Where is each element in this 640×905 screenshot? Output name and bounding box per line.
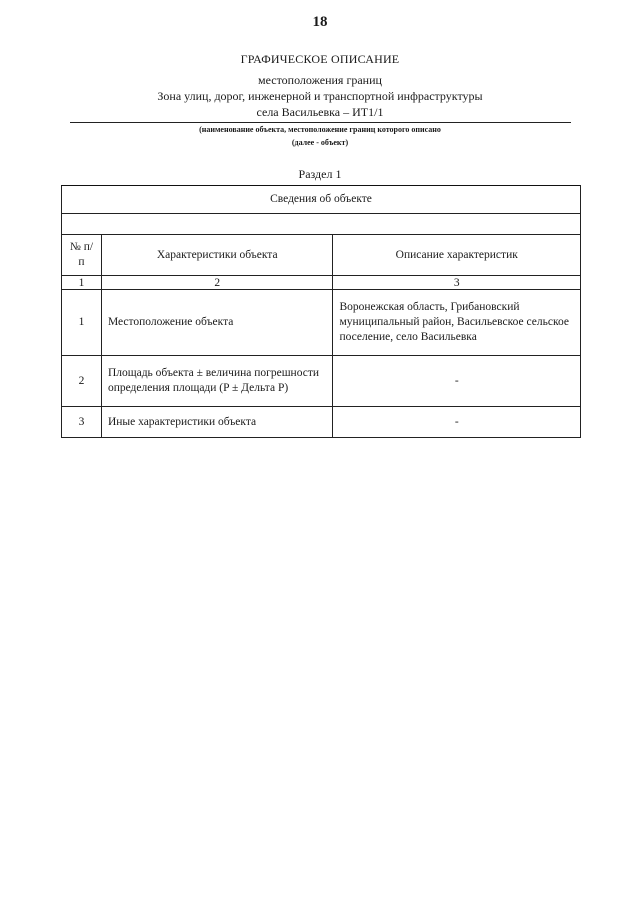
column-number-3: 3 (333, 276, 581, 290)
row-characteristic: Иные характеристики объекта (101, 407, 333, 438)
row-num: 1 (62, 290, 102, 356)
subtitle-line-2: Зона улиц, дорог, инженерной и транспортной инфраструктуры (157, 89, 483, 103)
caption-note-1: (наименование объекта, местоположение границ которого описано (199, 125, 441, 134)
table-header-row (62, 235, 581, 276)
column-number-2: 2 (101, 276, 333, 290)
header-description: Описание характеристик (333, 235, 581, 276)
header-characteristic: Характеристики объекта (101, 235, 333, 276)
row-num: 3 (62, 407, 102, 438)
section-label: Раздел 1 (298, 167, 342, 181)
row-characteristic: Местоположение объекта (101, 290, 333, 356)
row-description: - (333, 356, 581, 407)
table-row (62, 356, 581, 407)
row-num: 2 (62, 356, 102, 407)
row-characteristic: Площадь объекта ± величина погрешности определения площади (P ± Дельта P) (101, 356, 333, 407)
subtitle-line-3: села Васильевка – ИТ1/1 (256, 105, 384, 119)
row-description: Воронежская область, Грибановский муниципальный район, Васильевское сельское поселение, село Васильевка (333, 290, 581, 356)
table-title: Сведения об объекте (62, 186, 581, 214)
object-info-table (61, 185, 581, 438)
title-underline (70, 122, 571, 123)
header-num: № п/п (62, 235, 102, 276)
column-number-1: 1 (62, 276, 102, 290)
subtitle-line-1: местоположения границ (258, 73, 382, 87)
table-row (62, 407, 581, 438)
table-blank-row (62, 214, 581, 235)
table-title-row (62, 186, 581, 214)
table-blank-cell (62, 214, 581, 235)
table-row (62, 290, 581, 356)
document-title: ГРАФИЧЕСКОЕ ОПИСАНИЕ (240, 52, 400, 66)
row-description: - (333, 407, 581, 438)
table-column-numbers-row (62, 276, 581, 290)
caption-note-2: (далее - объект) (291, 138, 349, 147)
page-number: 18 (312, 14, 328, 30)
